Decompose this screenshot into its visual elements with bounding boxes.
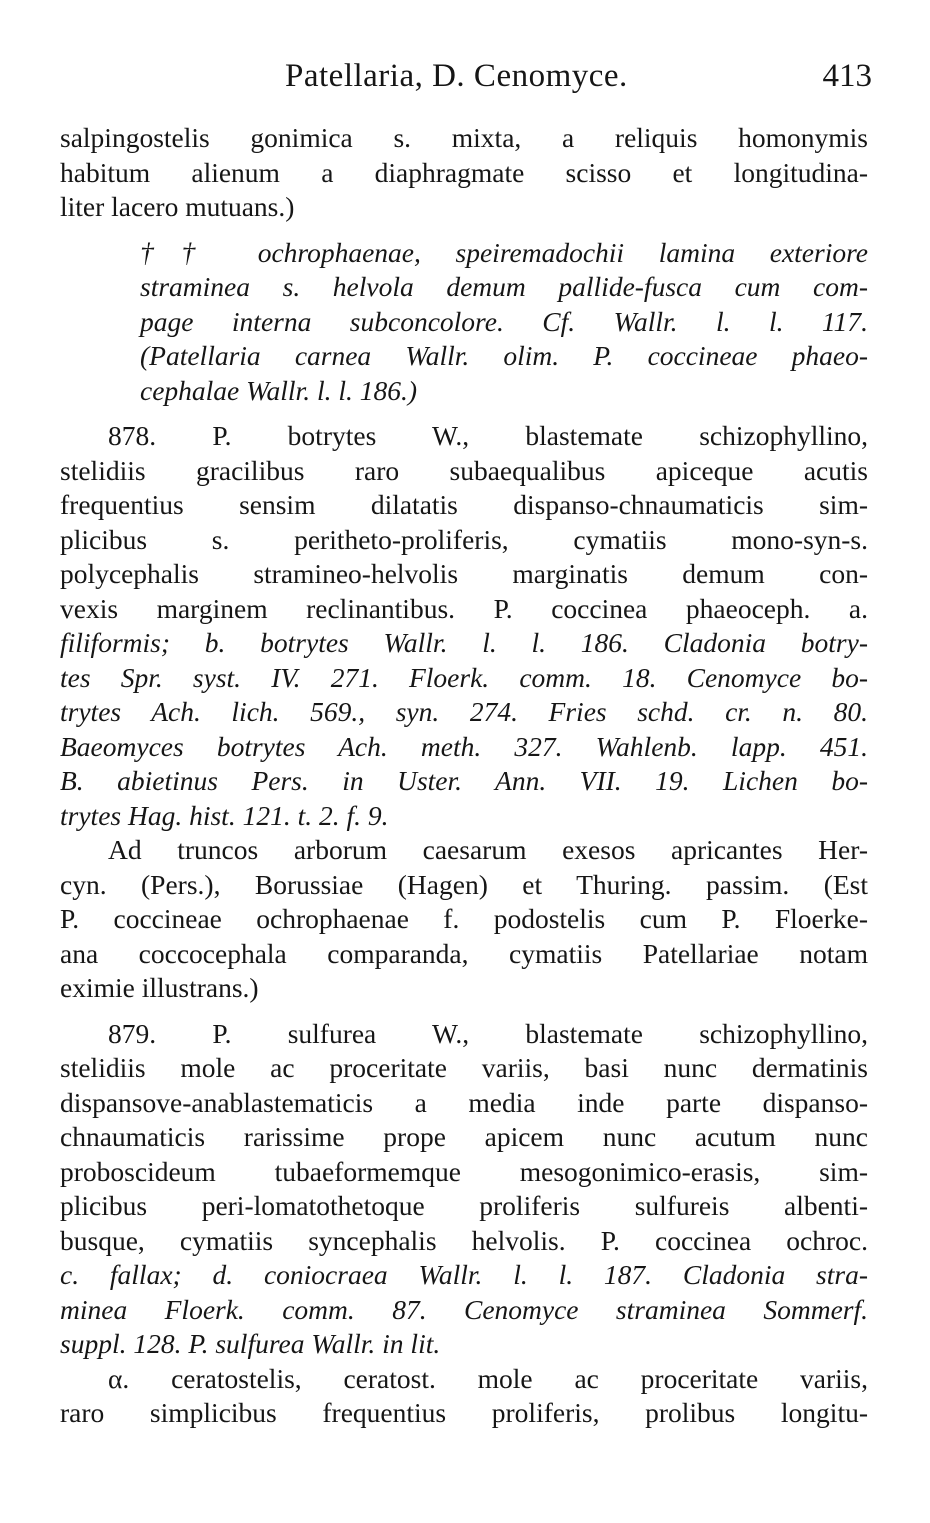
- text-line: proboscideum tubaeformemque mesogonimico-erasis, sim-: [60, 1155, 868, 1187]
- text-line: trytes Hag. hist. 121. t. 2. f. 9.: [60, 799, 389, 831]
- page-body: [60, 121, 868, 1431]
- text-line: page interna subconcolore. Cf. Wallr. l. l. 117.: [140, 305, 868, 337]
- paragraph-ceratostelis: [60, 1362, 868, 1431]
- text-line: tes Spr. syst. IV. 271. Floerk. comm. 18. Cenomyce bo-: [60, 661, 868, 693]
- paragraph-habitat-878: [60, 833, 868, 1006]
- text-line: polycephalis stramineo-helvolis marginatis demum con-: [60, 558, 868, 589]
- text-line: cephalae Wallr. l. l. 186.): [140, 374, 418, 406]
- text-line: trytes Ach. lich. 569., syn. 274. Fries schd. cr. n. 80.: [60, 696, 868, 727]
- text-line: Baeomyces botrytes Ach. meth. 327. Wahlenb. lapp. 451.: [60, 730, 868, 762]
- text-line: B. abietinus Pers. in Uster. Ann. VII. 19. Lichen bo-: [60, 765, 868, 796]
- text-line: c. fallax; d. coniocraea Wallr. l. l. 187. Cladonia stra-: [60, 1259, 868, 1290]
- text-line: eximie illustrans.): [60, 972, 259, 1003]
- text-line: suppl. 128. P. sulfurea Wallr. in lit.: [60, 1328, 441, 1359]
- text-line: P. coccineae ochrophaenae f. podostelis cum P. Floerke-: [60, 903, 868, 934]
- text-line: vexis marginem reclinantibus. P. coccinea phaeoceph. a.: [60, 592, 868, 624]
- entry-878: [60, 419, 868, 833]
- text-line: ana coccocephala comparanda, cymatiis Patellariae notam: [60, 937, 868, 969]
- entry-heading-line: 878. P. botrytes W., blastemate schizophyllino,: [108, 420, 868, 451]
- text-line: †† ochrophaenae, speiremadochii lamina exteriore: [140, 236, 868, 268]
- text-line: plicibus peri-lomatothetoque proliferis sulfureis albenti-: [60, 1190, 868, 1221]
- text-line: stelidiis gracilibus raro subaequalibus apiceque acutis: [60, 454, 868, 486]
- text-line: stelidiis mole ac proceritate variis, basi nunc dermatinis: [60, 1052, 868, 1083]
- text-line: dispansove-anablastematicis a media inde parte dispanso-: [60, 1086, 868, 1118]
- text-line: frequentius sensim dilatatis dispanso-chnaumaticis sim-: [60, 489, 868, 520]
- page-number: 413: [822, 58, 872, 94]
- text-line: minea Floerk. comm. 87. Cenomyce straminea Sommerf.: [60, 1293, 868, 1325]
- text-line: raro simplicibus frequentius proliferis, prolibus longitu-: [60, 1397, 868, 1428]
- text-line: habitum alienum a diaphragmate scisso et longitudina-: [60, 156, 868, 188]
- text-line: cyn. (Pers.), Borussiae (Hagen) et Thuring. passim. (Est: [60, 868, 868, 900]
- text-line: α. ceratostelis, ceratost. mole ac proceritate variis,: [108, 1362, 868, 1394]
- text-line: Ad truncos arborum caesarum exesos apricantes Her-: [108, 834, 868, 865]
- text-line: busque, cymatiis syncephalis helvolis. P. coccinea ochroc.: [60, 1224, 868, 1256]
- running-title: Patellaria, D. Cenomyce.: [285, 58, 628, 94]
- text-line: chnaumaticis rarissime prope apicem nunc acutum nunc: [60, 1121, 868, 1152]
- text-line: plicibus s. peritheto-proliferis, cymatiis mono-syn-s.: [60, 523, 868, 555]
- paragraph-intro: [60, 121, 868, 225]
- entry-879: [60, 1017, 868, 1362]
- page-header: [60, 58, 872, 102]
- text-line: liter lacero mutuans.): [60, 191, 295, 222]
- text-line: salpingostelis gonimica s. mixta, a reliquis homonymis: [60, 122, 868, 153]
- text-line: filiformis; b. botrytes Wallr. l. l. 186. Cladonia botry-: [60, 627, 868, 658]
- entry-heading-line: 879. P. sulfurea W., blastemate schizophyllino,: [108, 1017, 868, 1049]
- text-line: straminea s. helvola demum pallide-fusca cum com-: [140, 271, 868, 302]
- text-line: (Patellaria carnea Wallr. olim. P. coccineae phaeo-: [140, 340, 868, 371]
- paragraph-ochrophaenae: [60, 236, 868, 409]
